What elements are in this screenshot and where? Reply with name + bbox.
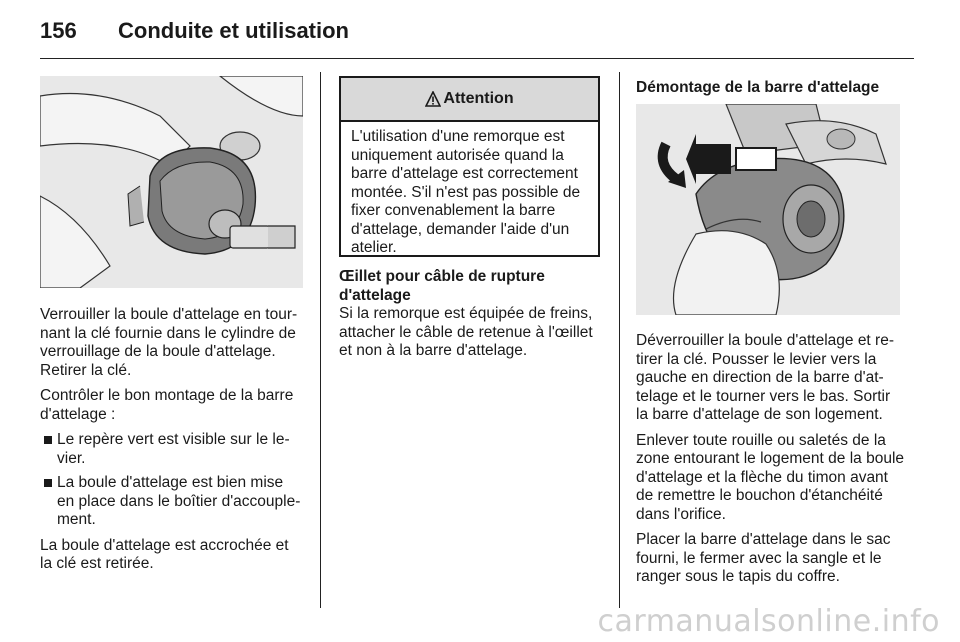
cleaning-instructions: Enlever toute rouille ou saletés de la zone entourant le logement de la boule d'attelage et la flèche du timon avant de remettre le bouchon d'étanchéité dans l'orifice. — [636, 431, 905, 523]
check-list — [40, 431, 304, 530]
section-title: Conduite et utilisation — [118, 18, 349, 43]
bullet-icon — [44, 436, 52, 444]
lock-instructions: Verrouiller la boule d'attelage en tournant la clé fournie dans le cylindre de verrouillage de la boule d'attelage. Retirer la clé. — [40, 306, 298, 379]
right-column-text — [636, 332, 904, 594]
towbar-lock-key-illustration-icon — [40, 76, 303, 288]
warning-title: Attention — [443, 90, 514, 107]
page-number: 156 — [40, 18, 77, 43]
bullet-icon — [44, 479, 52, 487]
list-item: La boule d'attelage est bien mise en place dans le boîtier d'accouplement. — [40, 474, 304, 530]
storage-instructions: Placer la barre d'attelage dans le sac fourni, le fermer avec la sangle et le ranger sous le tapis du coffre. — [636, 531, 891, 585]
warning-header — [341, 78, 598, 122]
page-header — [40, 18, 914, 58]
hand-removing-towbar-illustration-icon — [636, 104, 900, 315]
towbar-removal-figure — [636, 104, 900, 315]
column-divider-2 — [619, 72, 620, 608]
warning-triangle-icon — [425, 91, 441, 107]
unlock-instructions: Déverrouiller la boule d'attelage et retirer la clé. Pousser le levier vers la gauche en direction de la barre d'attelage et le tourner vers le bas. Sortir la barre d'attelage de son logement. — [636, 332, 895, 423]
check-instructions: Contrôler le bon montage de la barre d'attelage : — [40, 387, 294, 423]
result-text: La boule d'attelage est accrochée et la clé est retirée. — [40, 536, 289, 572]
towbar-lock-figure — [40, 76, 303, 288]
middle-column-text — [339, 268, 603, 368]
section-subheading: Démontage de la barre d'attelage — [636, 79, 880, 96]
column-divider-1 — [320, 72, 321, 608]
list-item: Le repère vert est visible sur le levier. — [40, 431, 304, 468]
watermark: carmanualsonline.info — [597, 604, 940, 639]
right-column-heading — [636, 79, 904, 105]
breakaway-cable-text: Si la remorque est équipée de freins, attacher le câble de retenue à l'œillet et non à la barre d'attelage. — [339, 305, 593, 359]
warning-text: L'utilisation d'une remorque est uniquement autorisée quand la barre d'attelage est correctement montée. S'il n'est pas possible de fixer convenablement la barre d'attelage, demander l'aide d'un atelier. — [351, 128, 581, 256]
header-rule — [40, 58, 914, 59]
warning-box — [339, 76, 600, 257]
section-subheading: Œillet pour câble de rupture d'attelage — [339, 268, 545, 304]
left-column-text — [40, 306, 304, 581]
